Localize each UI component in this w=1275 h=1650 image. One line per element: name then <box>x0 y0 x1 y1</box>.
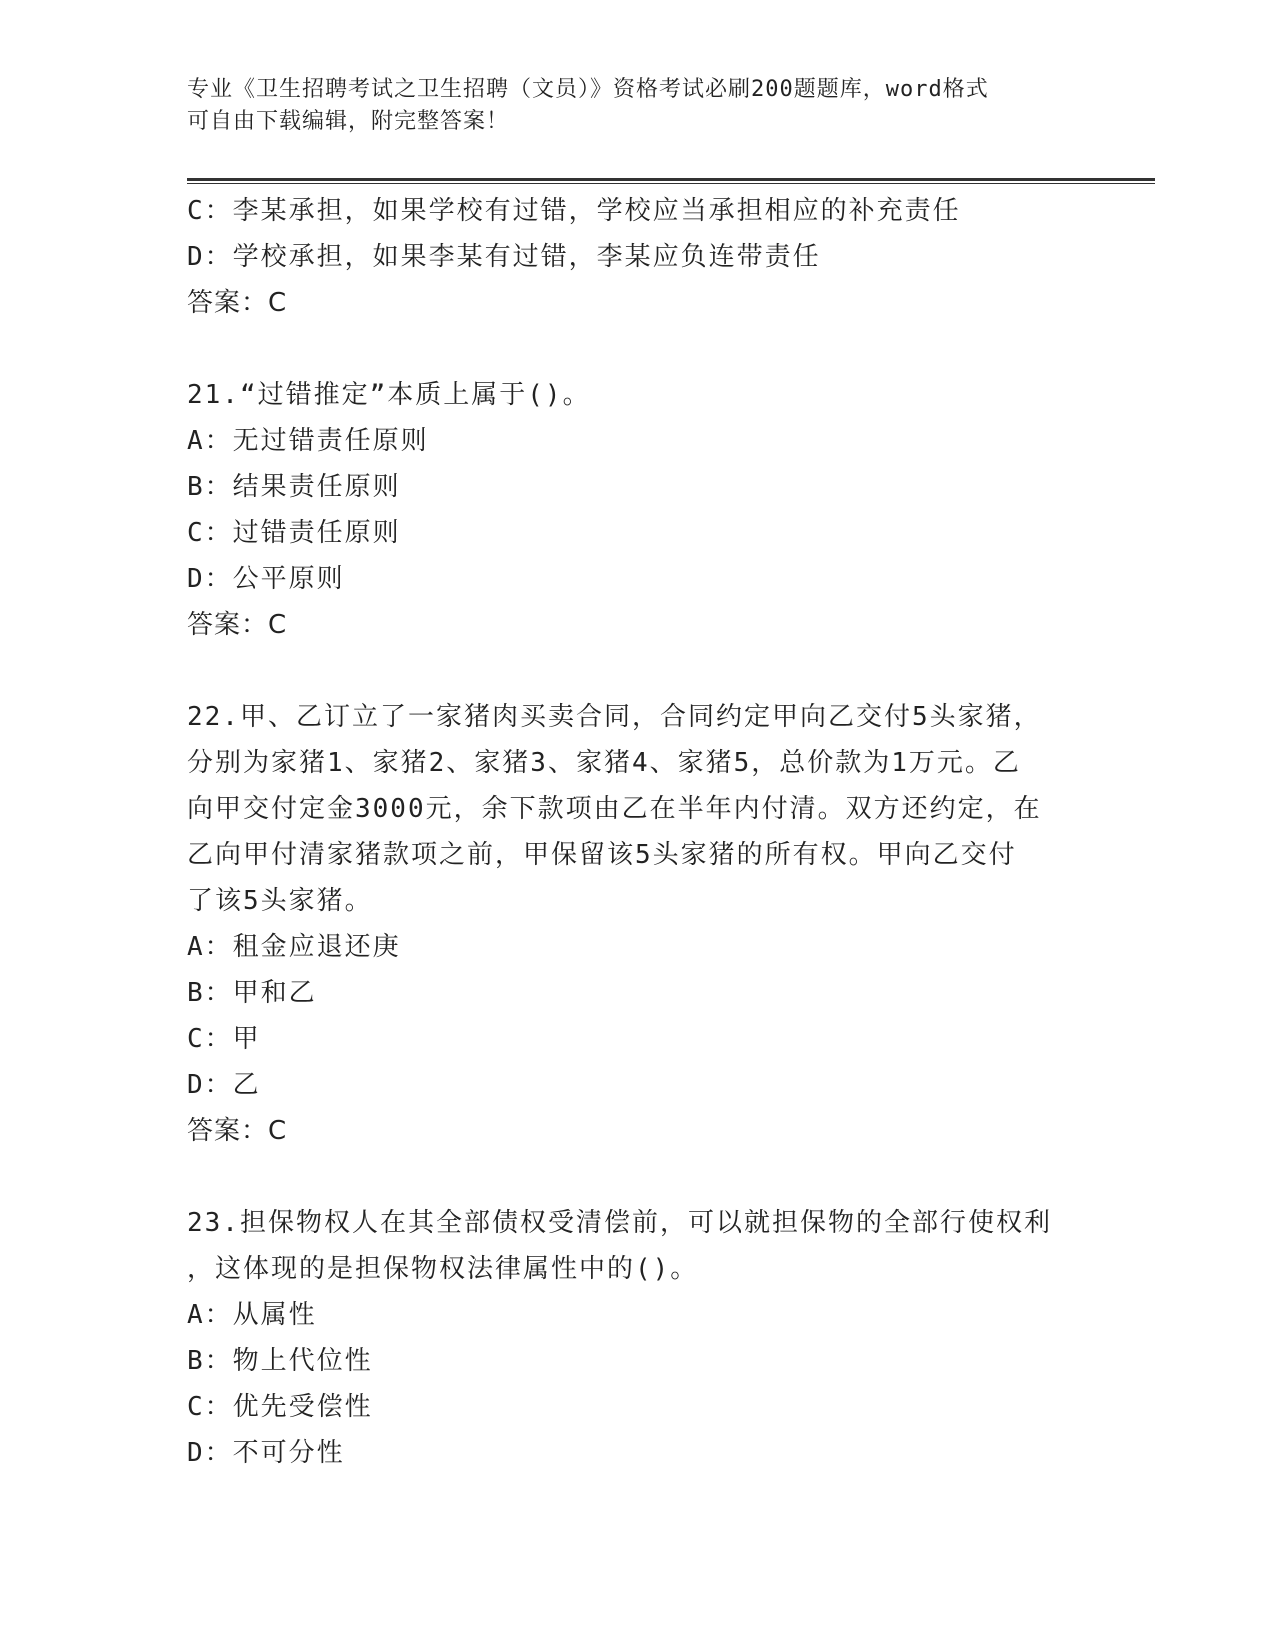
answer-line: 答案：C <box>187 610 288 640</box>
question-21 <box>187 372 1087 648</box>
option-c: C：甲 <box>187 1024 261 1054</box>
option-b: B：物上代位性 <box>187 1346 373 1376</box>
question-stem: 21.“过错推定”本质上属于()。 <box>187 380 591 410</box>
question-20-continued <box>187 188 1087 326</box>
question-stem-line-1: 22.甲、乙订立了一家猪肉买卖合同，合同约定甲向乙交付5头家猪， <box>187 702 1042 732</box>
question-stem-line-5: 了该5头家猪。 <box>187 886 373 916</box>
question-list <box>187 188 1087 1476</box>
option-c: C：优先受偿性 <box>187 1392 373 1422</box>
option-b: B：甲和乙 <box>187 978 317 1008</box>
option-a: A：无过错责任原则 <box>187 426 429 456</box>
option-a: A：从属性 <box>187 1300 317 1330</box>
option-a: A：租金应退还庚 <box>187 932 401 962</box>
question-stem-line-3: 向甲交付定金3000元，余下款项由乙在半年内付清。双方还约定，在 <box>187 794 1042 824</box>
option-c: C：过错责任原则 <box>187 518 401 548</box>
header-divider-thin <box>187 183 1155 184</box>
question-stem-line-2: ，这体现的是担保物权法律属性中的()。 <box>187 1254 699 1284</box>
spacer <box>187 648 1087 694</box>
option-d: D：学校承担，如果李某有过错，李某应负连带责任 <box>187 242 821 272</box>
header-title-line-2: 可自由下载编辑，附完整答案！ <box>187 109 510 134</box>
spacer <box>187 326 1087 372</box>
answer-line: 答案：C <box>187 288 288 318</box>
question-stem-line-4: 乙向甲付清家猪款项之前，甲保留该5头家猪的所有权。甲向乙交付 <box>187 840 1017 870</box>
question-23 <box>187 1200 1087 1476</box>
answer-line: 答案：C <box>187 1116 288 1146</box>
header-title-line-1: 专业《卫生招聘考试之卫生招聘（文员）》资格考试必刷200题题库，word格式 <box>187 77 989 102</box>
header-divider <box>187 178 1155 181</box>
option-d: D：乙 <box>187 1070 261 1100</box>
page-header <box>187 74 1087 138</box>
question-stem-line-1: 23.担保物权人在其全部债权受清偿前，可以就担保物的全部行使权利 <box>187 1208 1052 1238</box>
option-d: D：公平原则 <box>187 564 345 594</box>
spacer <box>187 1154 1087 1200</box>
option-b: B：结果责任原则 <box>187 472 401 502</box>
question-22 <box>187 694 1087 1154</box>
option-d: D：不可分性 <box>187 1438 345 1468</box>
option-c: C：李某承担，如果学校有过错，学校应当承担相应的补充责任 <box>187 196 961 226</box>
question-stem-line-2: 分别为家猪1、家猪2、家猪3、家猪4、家猪5，总价款为1万元。乙 <box>187 748 1021 778</box>
